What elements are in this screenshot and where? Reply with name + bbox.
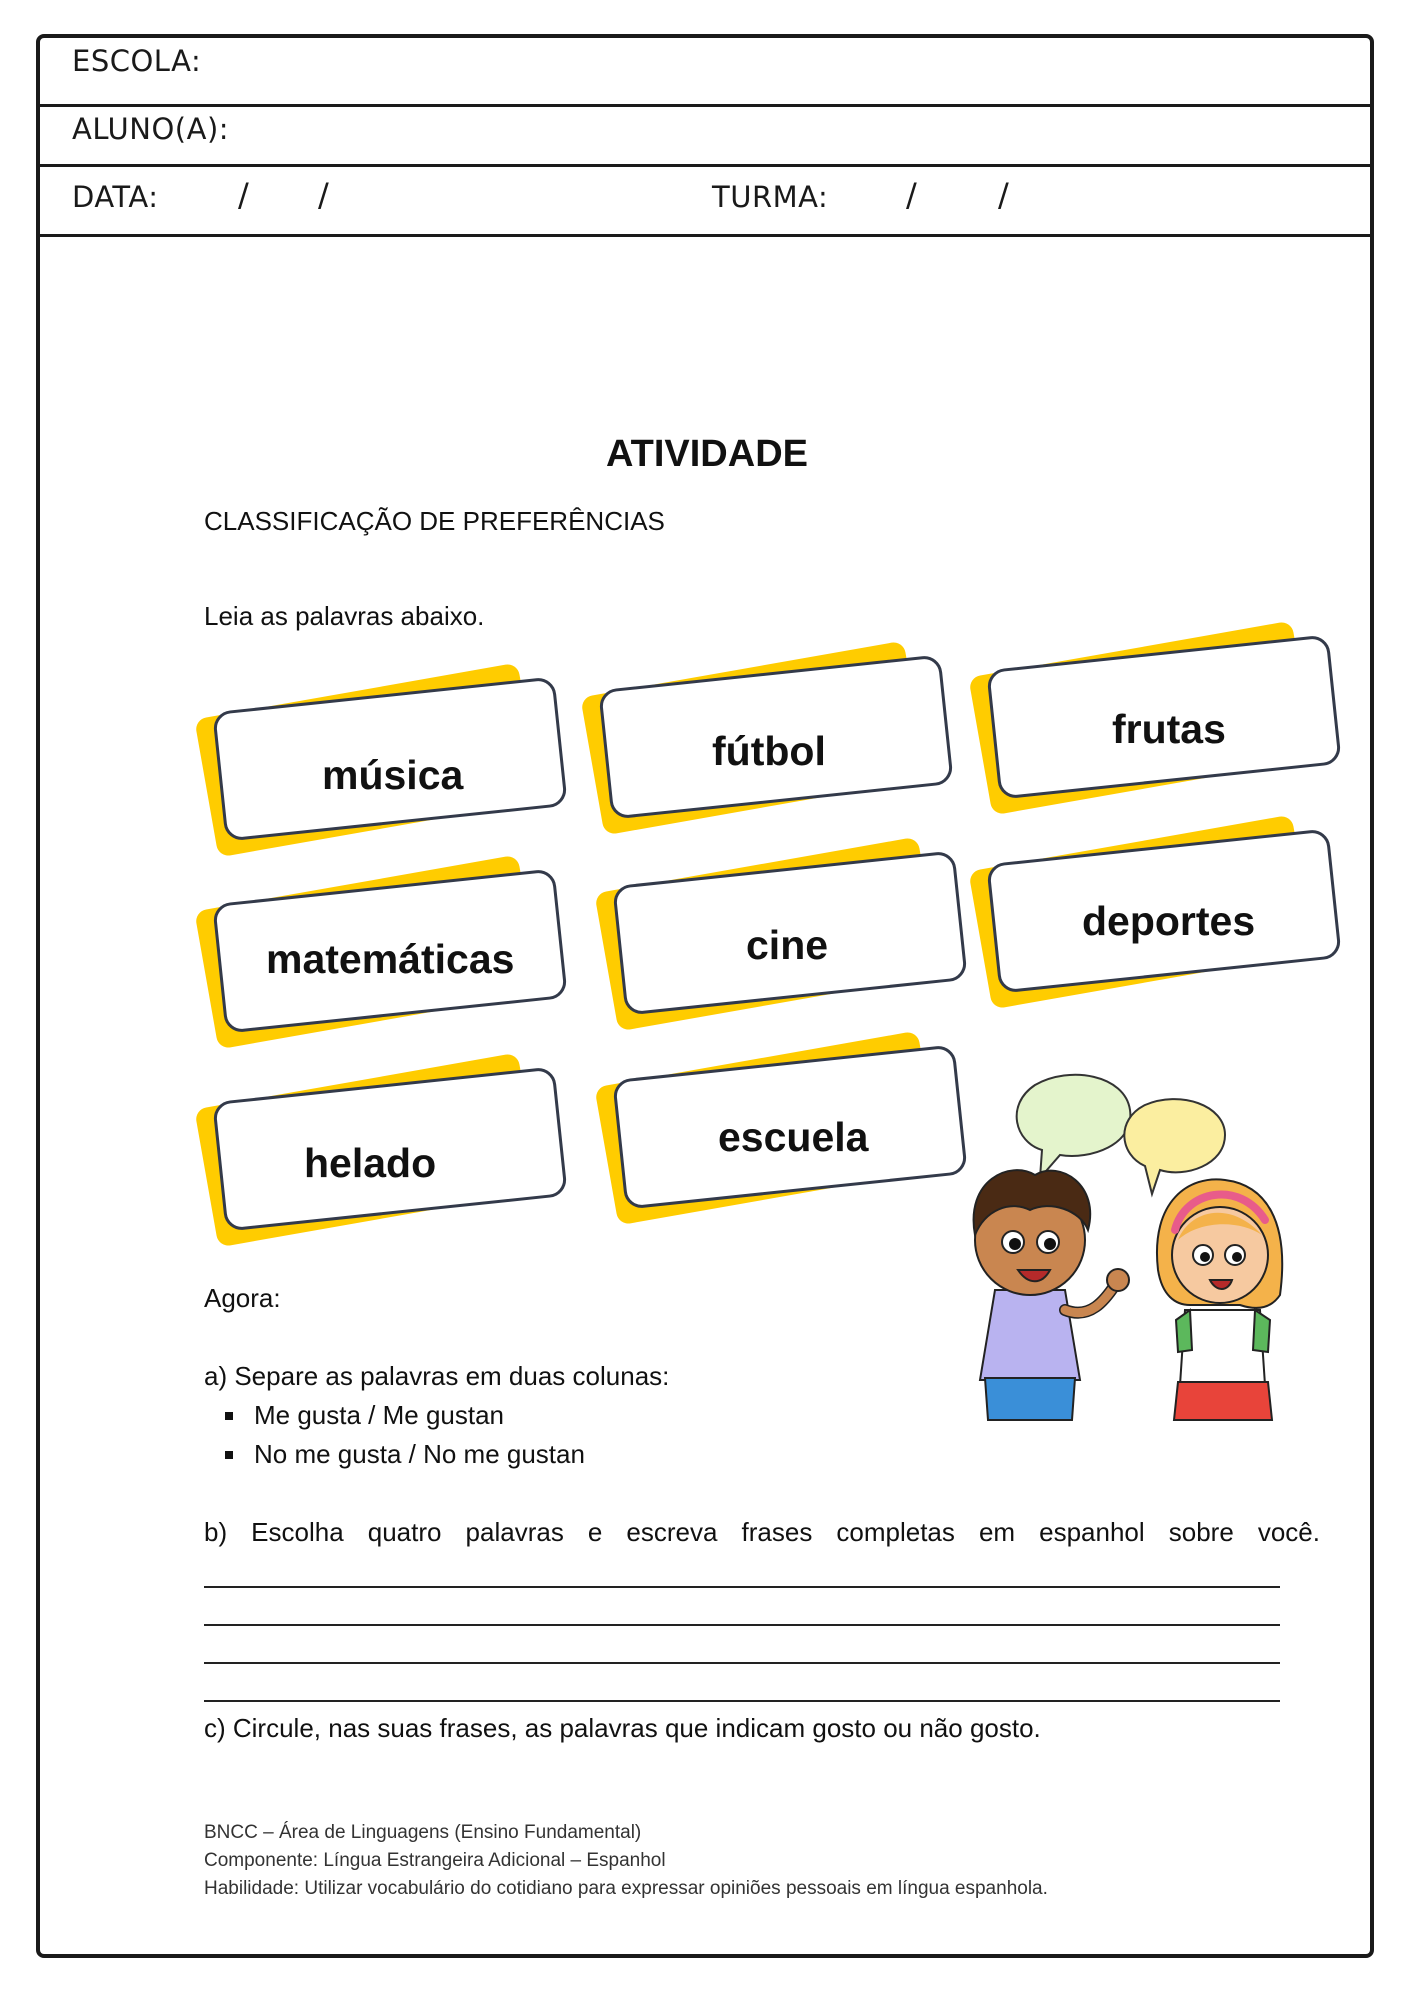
word-futbol: fútbol <box>712 728 826 774</box>
task-c: c) Circule, nas suas frases, as palavras que indicam gosto ou não gosto. <box>204 1713 1041 1743</box>
header-divider <box>40 164 1370 167</box>
answer-line[interactable] <box>204 1624 1280 1626</box>
word-escuela: escuela <box>718 1114 869 1160</box>
header-divider <box>40 234 1370 237</box>
task-a-option-1: Me gusta / Me gustan <box>254 1400 505 1430</box>
answer-line[interactable] <box>204 1662 1280 1664</box>
footer-component: Componente: Língua Estrangeira Adicional – Espanhol <box>204 1850 666 1871</box>
student-label: ALUNO(A): <box>72 112 230 146</box>
school-label: ESCOLA: <box>72 44 202 78</box>
date-slash: / <box>238 176 249 214</box>
word-musica: música <box>322 752 464 798</box>
answer-line[interactable] <box>204 1700 1280 1702</box>
tasks-intro: Agora: <box>204 1283 281 1313</box>
footer-bncc: BNCC – Área de Linguagens (Ensino Fundamental) <box>204 1822 642 1843</box>
class-slash: / <box>998 176 1009 214</box>
speech-bubble-green <box>1017 1075 1131 1178</box>
children-talking-illustration <box>940 1060 1340 1440</box>
word-matematicas: matemáticas <box>266 936 515 982</box>
page-title: ATIVIDADE <box>606 433 808 475</box>
activity-subtitle: CLASSIFICAÇÃO DE PREFERÊNCIAS <box>204 506 665 536</box>
word-frutas: frutas <box>1112 706 1226 752</box>
date-label: DATA: <box>72 180 159 214</box>
girl-figure <box>1157 1179 1282 1420</box>
word-deportes: deportes <box>1082 898 1256 944</box>
bullet-marker <box>225 1451 233 1459</box>
word-cine: cine <box>746 922 829 968</box>
task-b: b) Escolha quatro palavras e escreva frases completas em espanhol sobre você. <box>204 1517 1320 1547</box>
class-label: TURMA: <box>712 180 829 214</box>
date-slash: / <box>318 176 329 214</box>
word-helado: helado <box>304 1140 437 1186</box>
task-a: a) Separe as palavras em duas colunas: <box>204 1361 670 1391</box>
task-a-option-2: No me gusta / No me gustan <box>254 1439 585 1469</box>
reading-instruction: Leia as palavras abaixo. <box>204 601 485 631</box>
answer-line[interactable] <box>204 1586 1280 1588</box>
footer-skill: Habilidade: Utilizar vocabulário do cotidiano para expressar opiniões pessoais em língua espanhola. <box>204 1878 1048 1899</box>
class-slash: / <box>906 176 917 214</box>
header-divider <box>40 104 1370 107</box>
bullet-marker <box>225 1412 233 1420</box>
boy-figure <box>974 1170 1129 1420</box>
